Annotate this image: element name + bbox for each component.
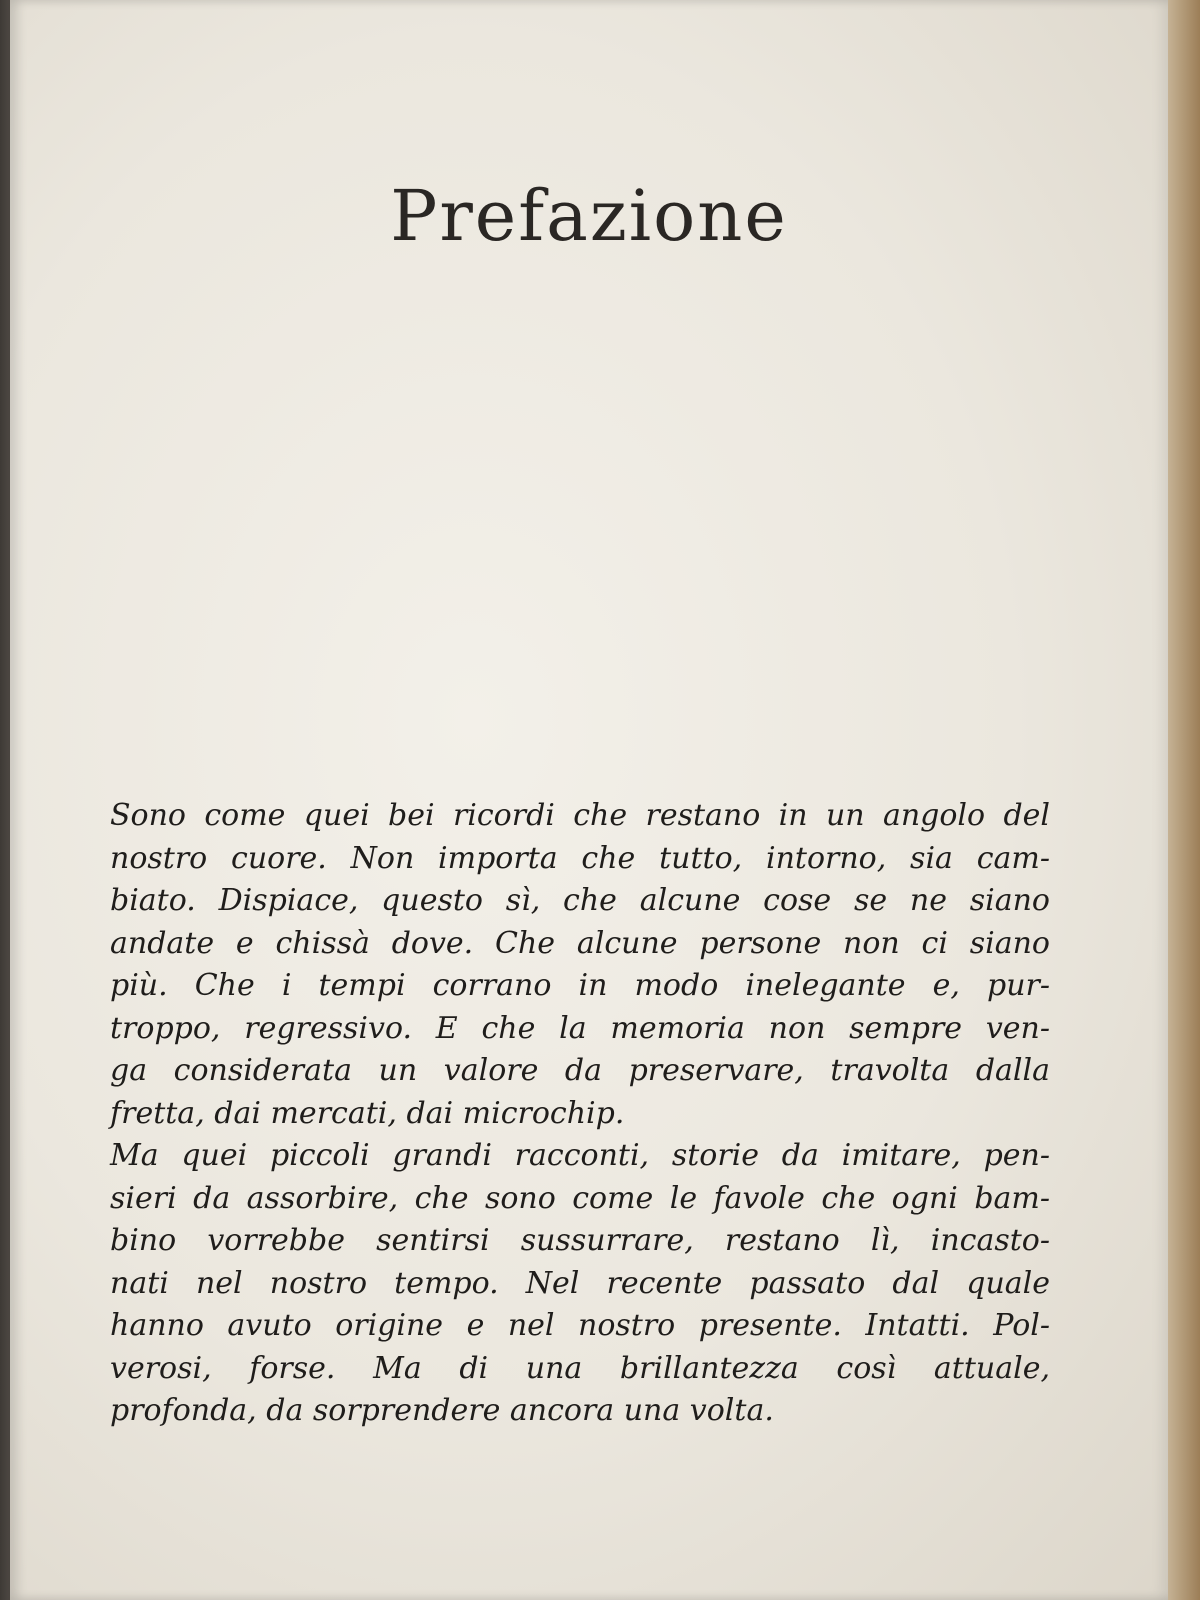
- text-line: biato. Dispiace, questo sì, che alcune cose se ne siano: [110, 883, 1050, 918]
- text-line: sieri da assorbire, che sono come le favole che ogni bam-: [110, 1180, 1050, 1216]
- text-line: ga considerata un valore da preservare, travolta dalla: [110, 1053, 1050, 1088]
- text-line: hanno avuto origine e nel nostro presente. Intatti. Pol-: [110, 1308, 1050, 1343]
- text-line: Sono come quei bei ricordi che restano in un angolo del: [110, 798, 1050, 833]
- text-line: andate e chissà dove. Che alcune persone non ci siano: [110, 925, 1050, 961]
- text-line: profonda, da sorprendere ancora una volta.: [110, 1393, 774, 1428]
- preface-text: [110, 795, 1050, 1433]
- book-page-edge: [1165, 0, 1200, 1600]
- text-line: fretta, dai mercati, dai microchip.: [110, 1095, 625, 1131]
- text-line: bino vorrebbe sentirsi sussurrare, restano lì, incasto-: [110, 1223, 1050, 1258]
- text-line: nostro cuore. Non importa che tutto, intorno, sia cam-: [110, 840, 1050, 876]
- book-page: [10, 0, 1168, 1600]
- text-line: Ma quei piccoli grandi racconti, storie da imitare, pen-: [110, 1138, 1050, 1173]
- text-line: nati nel nostro tempo. Nel recente passato dal quale: [110, 1265, 1050, 1301]
- text-line: verosi, forse. Ma di una brillantezza così attuale,: [110, 1350, 1050, 1386]
- page-title: Prefazione: [390, 175, 788, 257]
- text-line: troppo, regressivo. E che la memoria non sempre ven-: [110, 1010, 1050, 1046]
- text-line: più. Che i tempi corrano in modo inelegante e, pur-: [110, 968, 1050, 1003]
